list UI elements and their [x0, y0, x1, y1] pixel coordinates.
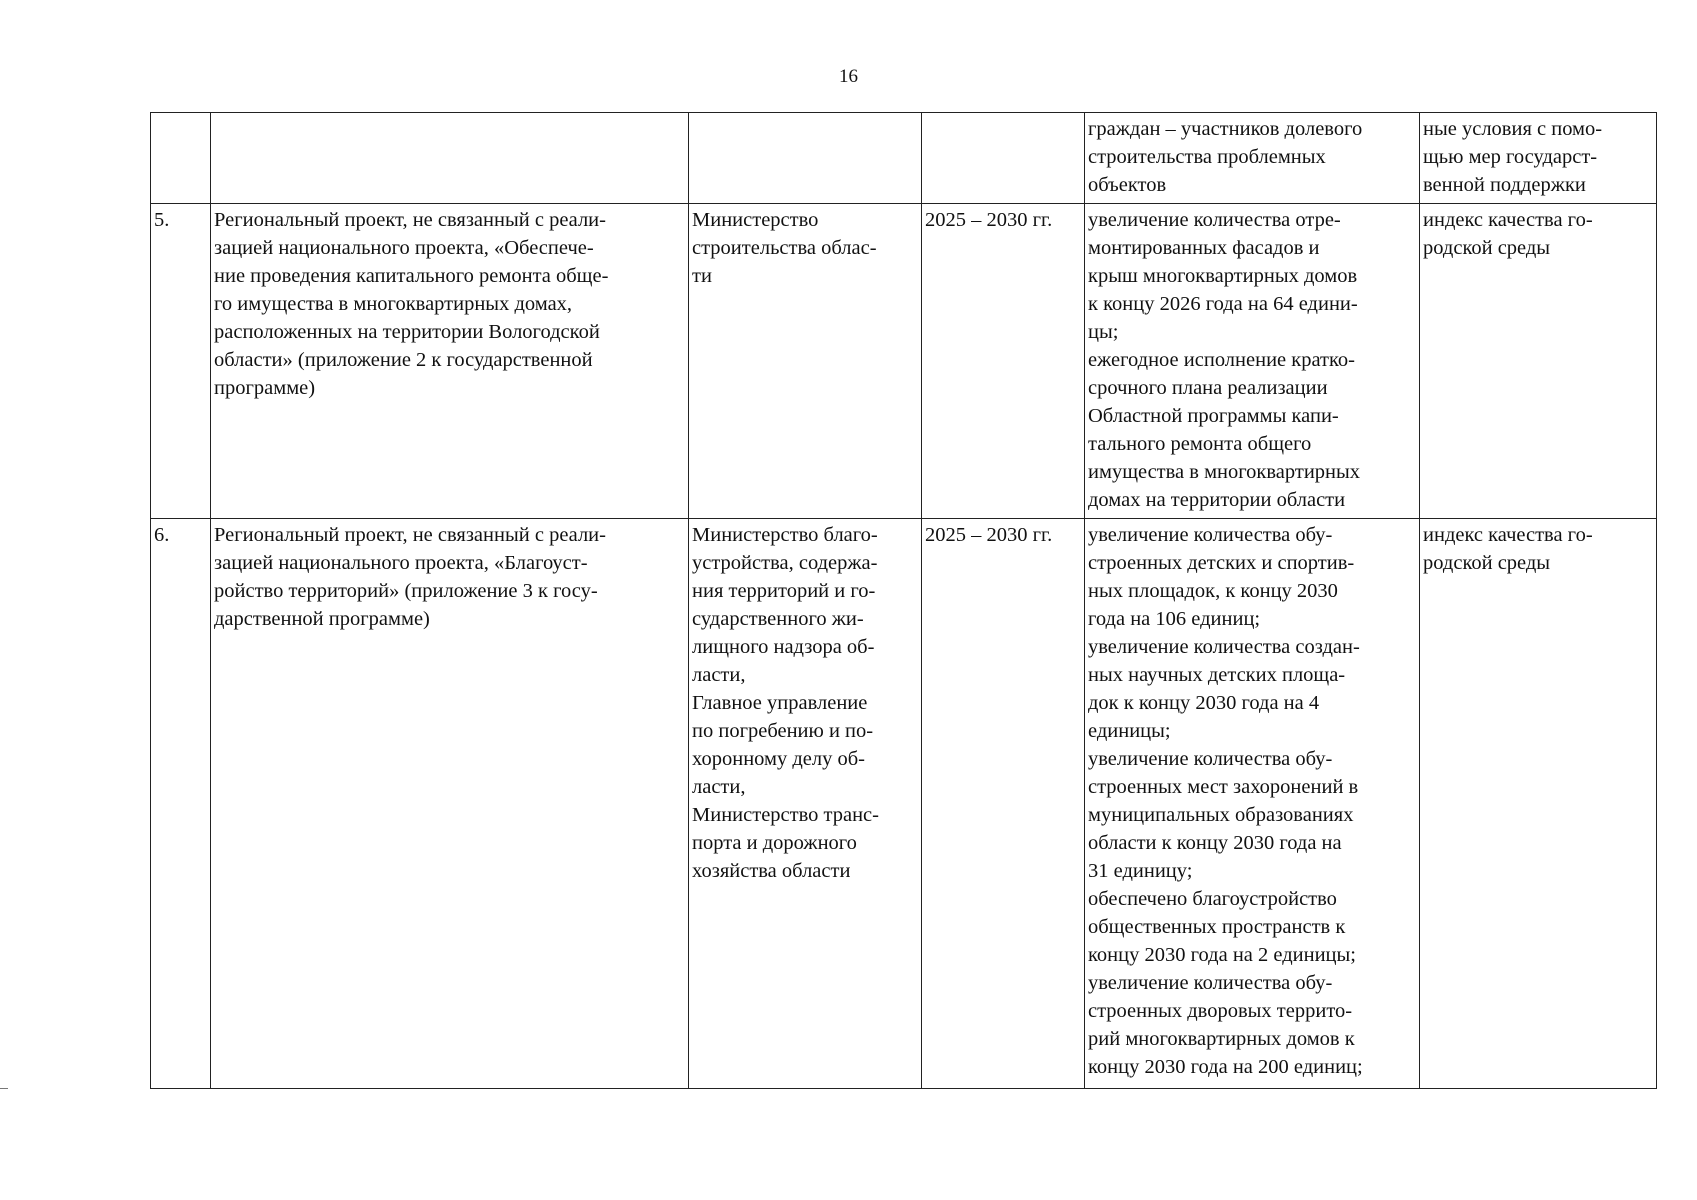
cell-project-name [211, 113, 689, 204]
cell-period [922, 113, 1085, 204]
margin-mark [0, 1088, 8, 1089]
table-row-continuation [151, 113, 1657, 204]
cell-project-name: Региональный проект, не связанный с реали- зацией национального проекта, «Обеспече- ние проведения капитального ремонта обще- го имущества в многоквартирных домах, расположенных на территории Вологодской области» (приложение 2 к государственной программе) [211, 204, 689, 519]
cell-results: увеличение количества обу- строенных детских и спортив- ных площадок, к концу 2030 года на 106 единиц; увеличение количества создан- ных научных детских площа- док к концу 2030 года на 4 единицы; увеличение количества обу- строенных мест захоронений в муниципальных образованиях области к концу 2030 года на 31 единицу; обеспечено благоустройство общественных пространств к концу 2030 года на 2 единицы; увеличение количества обу- строенных дворовых террито- рий многоквартирных домов к концу 2030 года на 200 единиц; [1085, 519, 1420, 1089]
cell-responsible: Министерство строительства облас- ти [689, 204, 922, 519]
page-number: 16 [839, 66, 858, 87]
cell-indicator: индекс качества го- родской среды [1420, 204, 1657, 519]
cell-responsible: Министерство благо- устройства, содержа- ния территорий и го- сударственного жи- лищного надзора об- ласти, Главное управление по погребению и по- хоронному делу об- ласти, Министерство транс- порта и дорожного хозяйства области [689, 519, 922, 1089]
cell-indicator: ные условия с помо- щью мер государст- венной поддержки [1420, 113, 1657, 204]
cell-period: 2025 – 2030 гг. [922, 204, 1085, 519]
cell-number: 5. [151, 204, 211, 519]
program-table [150, 112, 1657, 1089]
cell-project-name: Региональный проект, не связанный с реали- зацией национального проекта, «Благоуст- ройство территорий» (приложение 3 к госу- дарственной программе) [211, 519, 689, 1089]
cell-number: 6. [151, 519, 211, 1089]
cell-number [151, 113, 211, 204]
cell-indicator: индекс качества го- родской среды [1420, 519, 1657, 1089]
cell-results: граждан – участников долевого строительства проблемных объектов [1085, 113, 1420, 204]
table-row-5 [151, 204, 1657, 519]
cell-period: 2025 – 2030 гг. [922, 519, 1085, 1089]
table-row-6 [151, 519, 1657, 1089]
cell-results: увеличение количества отре- монтированных фасадов и крыш многоквартирных домов к концу 2026 года на 64 едини- цы; ежегодное исполнение кратко- срочного плана реализации Областной программы капи- тального ремонта общего имущества в многоквартирных домах на территории области [1085, 204, 1420, 519]
cell-responsible [689, 113, 922, 204]
